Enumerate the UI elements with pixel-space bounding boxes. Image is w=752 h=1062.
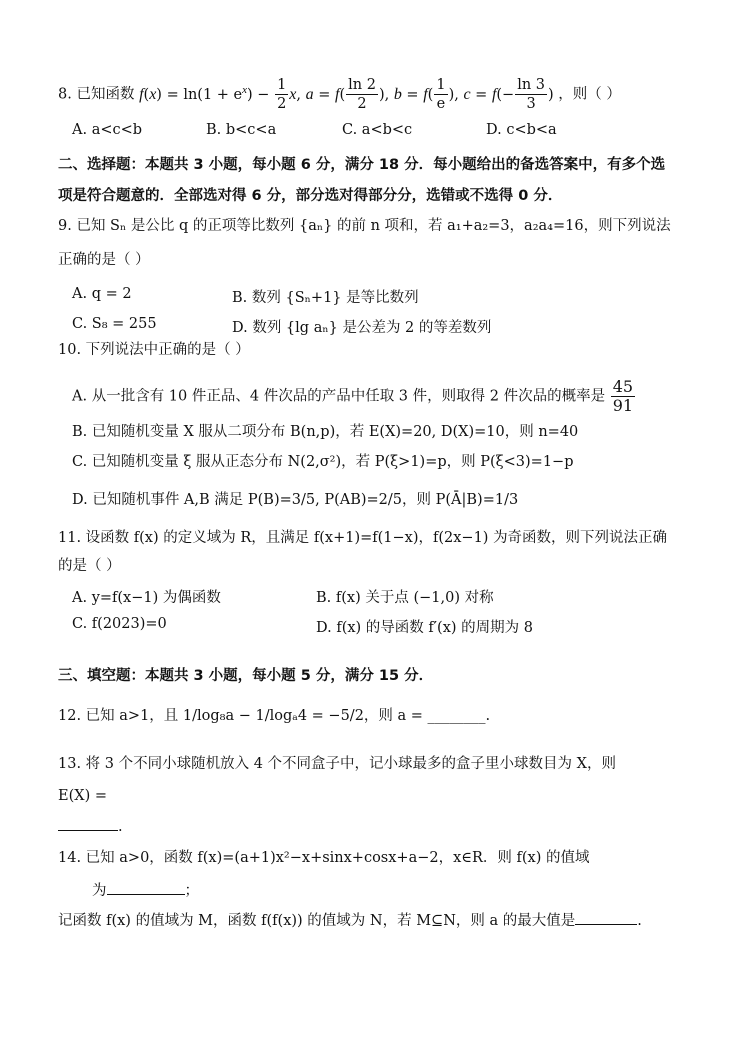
q13-answer-blank[interactable]: . [58,816,712,837]
q14-line2: 为 ； [92,880,712,901]
q14-range-blank[interactable] [107,880,185,895]
q13-line1: 13. 将 3 个不同小球随机放入 4 个不同盒子中，记小球最多的盒子里小球数目为 X，则 [58,756,616,772]
q13-line2: E(X) = [58,788,107,804]
q8-option-b: B. b<c<a [206,122,277,138]
q10-option-a: A. 从一批含有 10 件正品、4 件次品的产品中任取 3 件，则取得 2 件次品的概率是 $\frac{45}{91}$ [72,377,634,415]
q10-option-c: C. 已知随机变量 ξ 服从正态分布 N(2,σ²)，若 P(ξ>1)=p，则 P(ξ<3)=1−p [72,454,574,470]
section-2-line2: 项是符合题意的．全部选对得 6 分，部分选对得部分分，选错或不选得 0 分． [58,188,563,204]
q11-option-a: A. y=f(x−1) 为偶函数 [72,590,221,606]
q11-line2: 的是（ ） [58,558,121,574]
q9-option-d: D. 数列 {lg aₙ} 是公差为 2 的等差数列 [232,320,492,336]
q10-option-a-text: A. 从一批含有 10 件正品、4 件次品的产品中任取 3 件，则取得 2 件次品的概率是 [72,388,606,405]
question-8 [58,76,712,113]
q9-line2: 正确的是（ ） [58,252,150,268]
q8-formula: $f(x) = \ln(1 + e^x)$ − $\frac{1}{2}$ x, a = f( $\frac{\ln 2}{2}$ ), b = f( $\frac{1}{e}$ ), c = f(− $\frac{\ln 3}{3}$ ) [139,77,559,112]
q14-max-blank[interactable] [575,910,637,925]
q9-option-c: C. S₈ = 255 [72,316,157,332]
q11-option-d: D. f(x) 的导函数 f′(x) 的周期为 8 [316,620,533,636]
q14-line3-text: 记函数 f(x) 的值域为 M，函数 f(f(x)) 的值域为 N，若 M⊆N，则 a 的最大值是 [58,913,576,929]
q10-option-b: B. 已知随机变量 X 服从二项分布 B(n,p)，若 E(X)=20, D(X)=10，则 n=40 [72,424,579,440]
q11-option-b: B. f(x) 关于点 (−1,0) 对称 [316,590,494,606]
section-2-line1: 二、选择题：本题共 3 小题，每小题 6 分，满分 18 分．每小题给出的备选答案中，有多个选 [58,157,666,173]
q8-option-a: A. a<c<b [72,122,143,138]
q9-option-a: A. q = 2 [72,286,132,302]
q8-option-d: D. c<b<a [486,122,557,138]
q9-option-b: B. 数列 {Sₙ+1} 是等比数列 [232,290,419,306]
q10-option-d: D. 已知随机事件 A,B 满足 P(B)=3/5, P(AB)=2/5，则 P(Ā|B)=1/3 [72,492,519,508]
q11-option-c: C. f(2023)=0 [72,616,167,632]
q14-line2-text: 为 [92,883,107,899]
q14-line1: 14. 已知 a>0，函数 f(x)=(a+1)x²−x+sinx+cosx+a−2，x∈R．则 f(x) 的值域 [58,850,590,866]
q9-line1: 9. 已知 Sₙ 是公比 q 的正项等比数列 {aₙ} 的前 n 项和，若 a₁+a₂=3，a₂a₄=16，则下列说法 [58,218,671,234]
q8-tail: ，则（ ） [558,86,621,103]
q11-line1: 11. 设函数 f(x) 的定义域为 R，且满足 f(x+1)=f(1−x)，f(2x−1) 为奇函数，则下列说法正确 [58,530,668,546]
q12-stem: 12. 已知 a>1，且 1/log₈a − 1/logₐ4 = −5/2，则 a = ________. [58,708,491,724]
section-3-title: 三、填空题：本题共 3 小题，每小题 5 分，满分 15 分． [58,668,434,684]
q8-stem: 8. 已知函数 [58,86,135,103]
q14-line3: 记函数 f(x) 的值域为 M，函数 f(f(x)) 的值域为 N，若 M⊆N，则 a 的最大值是 . [58,910,712,931]
q10-stem: 10. 下列说法中正确的是（ ） [58,342,250,358]
q8-option-c: C. a<b<c [342,122,413,138]
